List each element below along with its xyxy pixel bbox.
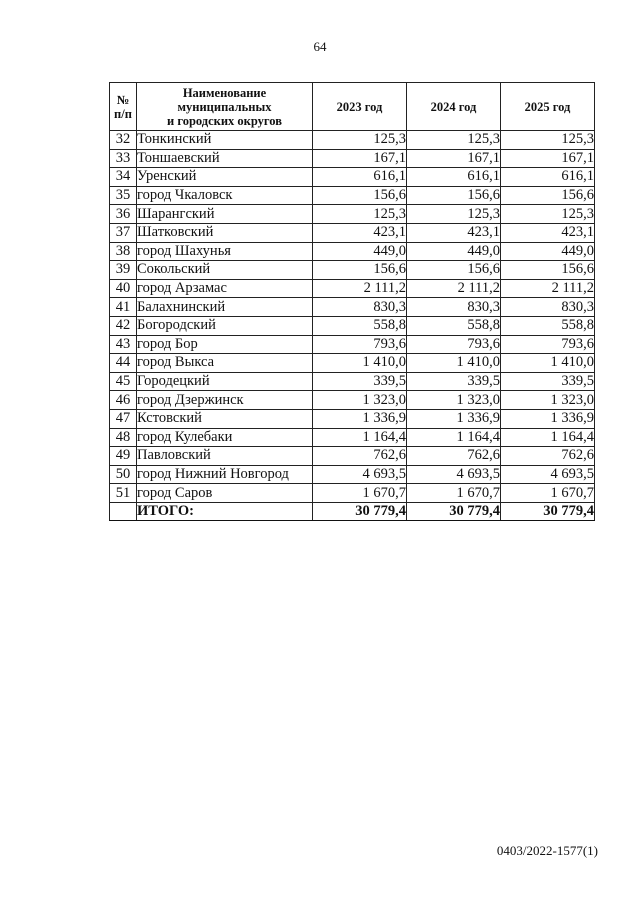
- header-name: [137, 83, 313, 131]
- row-2023: 4 693,5: [313, 465, 407, 484]
- row-2024: 339,5: [407, 372, 501, 391]
- header-2025: 2025 год: [501, 83, 595, 131]
- row-2024: 616,1: [407, 168, 501, 187]
- row-2024: 1 323,0: [407, 391, 501, 410]
- row-2024: 1 670,7: [407, 484, 501, 503]
- row-2025: 4 693,5: [501, 465, 595, 484]
- row-2023: 1 336,9: [313, 409, 407, 428]
- table-row: [110, 354, 595, 373]
- row-2025: 2 111,2: [501, 279, 595, 298]
- table-row: [110, 168, 595, 187]
- row-2025: 1 670,7: [501, 484, 595, 503]
- header-num-text: № п/п: [114, 92, 132, 121]
- row-2024: 558,8: [407, 316, 501, 335]
- row-name: город Арзамас: [137, 279, 313, 298]
- row-num: 44: [110, 354, 137, 373]
- row-2024: 125,3: [407, 131, 501, 150]
- row-name: город Саров: [137, 484, 313, 503]
- row-name: Уренский: [137, 168, 313, 187]
- budget-table: [109, 82, 595, 521]
- row-2024: 762,6: [407, 447, 501, 466]
- row-2024: 449,0: [407, 242, 501, 261]
- row-2025: 125,3: [501, 131, 595, 150]
- table-row: [110, 428, 595, 447]
- header-name-text: Наименование муниципальных и городских округов: [167, 85, 282, 128]
- row-2025: 1 336,9: [501, 409, 595, 428]
- table-row: [110, 298, 595, 317]
- page-number: 64: [313, 39, 327, 54]
- row-num: 37: [110, 223, 137, 242]
- row-name: Городецкий: [137, 372, 313, 391]
- row-name: Богородский: [137, 316, 313, 335]
- header-2024: 2024 год: [407, 83, 501, 131]
- row-2025: 762,6: [501, 447, 595, 466]
- row-2023: 449,0: [313, 242, 407, 261]
- row-2025: 793,6: [501, 335, 595, 354]
- row-name: Балахнинский: [137, 298, 313, 317]
- table-row: [110, 242, 595, 261]
- row-2024: 2 111,2: [407, 279, 501, 298]
- total-2024: 30 779,4: [407, 502, 501, 521]
- total-label: ИТОГО:: [137, 502, 313, 521]
- row-name: Шатковский: [137, 223, 313, 242]
- row-num: 41: [110, 298, 137, 317]
- header-2023: 2023 год: [313, 83, 407, 131]
- table-row: [110, 372, 595, 391]
- row-num: 45: [110, 372, 137, 391]
- row-num: 48: [110, 428, 137, 447]
- table-row: [110, 149, 595, 168]
- row-2024: 167,1: [407, 149, 501, 168]
- row-2023: 156,6: [313, 186, 407, 205]
- row-2024: 1 410,0: [407, 354, 501, 373]
- row-2023: 1 323,0: [313, 391, 407, 410]
- row-name: город Чкаловск: [137, 186, 313, 205]
- table-row: [110, 186, 595, 205]
- row-num: 36: [110, 205, 137, 224]
- row-name: город Выкса: [137, 354, 313, 373]
- table-footer: [110, 502, 595, 521]
- row-2025: 1 410,0: [501, 354, 595, 373]
- row-num: 51: [110, 484, 137, 503]
- row-name: город Шахунья: [137, 242, 313, 261]
- total-2025: 30 779,4: [501, 502, 595, 521]
- total-2023: 30 779,4: [313, 502, 407, 521]
- row-2024: 156,6: [407, 186, 501, 205]
- row-2025: 156,6: [501, 186, 595, 205]
- row-name: Сокольский: [137, 261, 313, 280]
- table-row: [110, 335, 595, 354]
- row-num: 32: [110, 131, 137, 150]
- row-2023: 1 164,4: [313, 428, 407, 447]
- row-num: 39: [110, 261, 137, 280]
- row-2023: 339,5: [313, 372, 407, 391]
- table-row: [110, 223, 595, 242]
- row-name: Шарангский: [137, 205, 313, 224]
- document-code: 0403/2022-1577(1): [496, 843, 598, 858]
- row-2024: 4 693,5: [407, 465, 501, 484]
- table-row: [110, 279, 595, 298]
- header-num: [110, 83, 137, 131]
- row-2023: 1 670,7: [313, 484, 407, 503]
- row-2023: 558,8: [313, 316, 407, 335]
- row-name: Павловский: [137, 447, 313, 466]
- row-2024: 156,6: [407, 261, 501, 280]
- row-2024: 1 164,4: [407, 428, 501, 447]
- table-row: [110, 484, 595, 503]
- table-body: [110, 131, 595, 503]
- total-num: [110, 502, 137, 521]
- row-2023: 830,3: [313, 298, 407, 317]
- row-2024: 125,3: [407, 205, 501, 224]
- row-num: 35: [110, 186, 137, 205]
- row-name: город Нижний Новгород: [137, 465, 313, 484]
- row-2025: 1 323,0: [501, 391, 595, 410]
- row-2024: 830,3: [407, 298, 501, 317]
- total-row: [110, 502, 595, 521]
- row-2025: 423,1: [501, 223, 595, 242]
- row-2025: 449,0: [501, 242, 595, 261]
- row-name: Тонкинский: [137, 131, 313, 150]
- row-2025: 125,3: [501, 205, 595, 224]
- row-2023: 125,3: [313, 131, 407, 150]
- row-name: Тоншаевский: [137, 149, 313, 168]
- row-name: город Кулебаки: [137, 428, 313, 447]
- row-num: 42: [110, 316, 137, 335]
- row-2025: 167,1: [501, 149, 595, 168]
- row-2023: 423,1: [313, 223, 407, 242]
- row-num: 50: [110, 465, 137, 484]
- row-num: 49: [110, 447, 137, 466]
- row-num: 34: [110, 168, 137, 187]
- row-2023: 167,1: [313, 149, 407, 168]
- row-2023: 2 111,2: [313, 279, 407, 298]
- row-2023: 762,6: [313, 447, 407, 466]
- row-2025: 830,3: [501, 298, 595, 317]
- table-row: [110, 409, 595, 428]
- row-name: Кстовский: [137, 409, 313, 428]
- row-2025: 156,6: [501, 261, 595, 280]
- row-num: 40: [110, 279, 137, 298]
- row-name: город Дзержинск: [137, 391, 313, 410]
- row-2024: 793,6: [407, 335, 501, 354]
- table-row: [110, 131, 595, 150]
- row-name: город Бор: [137, 335, 313, 354]
- row-2025: 558,8: [501, 316, 595, 335]
- row-2023: 1 410,0: [313, 354, 407, 373]
- table-row: [110, 391, 595, 410]
- row-2025: 339,5: [501, 372, 595, 391]
- table-row: [110, 261, 595, 280]
- row-num: 38: [110, 242, 137, 261]
- row-2023: 125,3: [313, 205, 407, 224]
- table-row: [110, 316, 595, 335]
- row-2023: 616,1: [313, 168, 407, 187]
- row-2023: 793,6: [313, 335, 407, 354]
- row-num: 47: [110, 409, 137, 428]
- table-row: [110, 205, 595, 224]
- row-num: 33: [110, 149, 137, 168]
- row-2024: 423,1: [407, 223, 501, 242]
- table-row: [110, 447, 595, 466]
- row-2025: 616,1: [501, 168, 595, 187]
- row-2024: 1 336,9: [407, 409, 501, 428]
- row-2025: 1 164,4: [501, 428, 595, 447]
- row-num: 46: [110, 391, 137, 410]
- row-num: 43: [110, 335, 137, 354]
- table-row: [110, 465, 595, 484]
- table-header: [110, 83, 595, 131]
- row-2023: 156,6: [313, 261, 407, 280]
